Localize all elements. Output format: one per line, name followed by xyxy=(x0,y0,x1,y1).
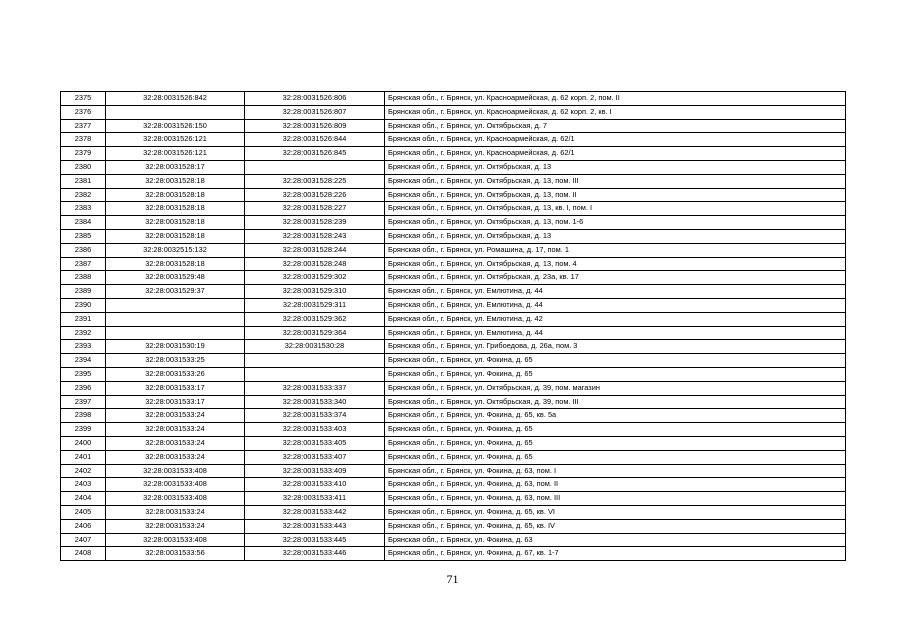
parent-cadastral-number-cell: 32:28:0031533:25 xyxy=(106,354,245,368)
parent-cadastral-number-cell: 32:28:0031528:18 xyxy=(106,174,245,188)
object-cadastral-number-cell: 32:28:0031526:807 xyxy=(245,105,385,119)
row-number-cell: 2375 xyxy=(61,92,106,106)
parent-cadastral-number-cell xyxy=(106,105,245,119)
object-cadastral-number-cell: 32:28:0031526:844 xyxy=(245,133,385,147)
object-cadastral-number-cell: 32:28:0031533:410 xyxy=(245,478,385,492)
table-row xyxy=(61,409,846,423)
address-cell: Брянская обл., г. Брянск, ул. Фокина, д. 67, кв. 1-7 xyxy=(385,547,846,561)
row-number-cell: 2390 xyxy=(61,298,106,312)
row-number-cell: 2387 xyxy=(61,257,106,271)
table-row xyxy=(61,533,846,547)
address-cell: Брянская обл., г. Брянск, ул. Фокина, д. 65 xyxy=(385,354,846,368)
parent-cadastral-number-cell: 32:28:0031529:48 xyxy=(106,271,245,285)
address-cell: Брянская обл., г. Брянск, ул. Фокина, д. 65 xyxy=(385,450,846,464)
row-number-cell: 2389 xyxy=(61,285,106,299)
row-number-cell: 2396 xyxy=(61,381,106,395)
address-cell: Брянская обл., г. Брянск, ул. Красноармейская, д. 62/1 xyxy=(385,133,846,147)
table-row xyxy=(61,464,846,478)
parent-cadastral-number-cell: 32:28:0031529:37 xyxy=(106,285,245,299)
parent-cadastral-number-cell xyxy=(106,326,245,340)
parent-cadastral-number-cell: 32:28:0031533:24 xyxy=(106,450,245,464)
parent-cadastral-number-cell: 32:28:0031533:408 xyxy=(106,492,245,506)
table-row xyxy=(61,312,846,326)
address-cell: Брянская обл., г. Брянск, ул. Октябрьская, д. 13 xyxy=(385,160,846,174)
table-row xyxy=(61,381,846,395)
object-cadastral-number-cell: 32:28:0031533:337 xyxy=(245,381,385,395)
row-number-cell: 2377 xyxy=(61,119,106,133)
table-row xyxy=(61,519,846,533)
table-row xyxy=(61,547,846,561)
row-number-cell: 2382 xyxy=(61,188,106,202)
row-number-cell: 2408 xyxy=(61,547,106,561)
table-row xyxy=(61,147,846,161)
address-cell: Брянская обл., г. Брянск, ул. Красноармейская, д. 62 корп. 2, пом. II xyxy=(385,92,846,106)
address-cell: Брянская обл., г. Брянск, ул. Октябрьская, д. 13, кв. I, пом. I xyxy=(385,202,846,216)
object-cadastral-number-cell: 32:28:0031533:340 xyxy=(245,395,385,409)
address-cell: Брянская обл., г. Брянск, ул. Октябрьская, д. 39, пом. магазин xyxy=(385,381,846,395)
parent-cadastral-number-cell: 32:28:0031528:18 xyxy=(106,188,245,202)
object-cadastral-number-cell: 32:28:0031533:442 xyxy=(245,505,385,519)
address-cell: Брянская обл., г. Брянск, ул. Октябрьская, д. 13 xyxy=(385,229,846,243)
page-number: 71 xyxy=(446,572,459,586)
table-row xyxy=(61,450,846,464)
parent-cadastral-number-cell xyxy=(106,312,245,326)
address-cell: Брянская обл., г. Брянск, ул. Октябрьская, д. 23а, кв. 17 xyxy=(385,271,846,285)
row-number-cell: 2391 xyxy=(61,312,106,326)
parent-cadastral-number-cell: 32:28:0031533:24 xyxy=(106,423,245,437)
object-cadastral-number-cell: 32:28:0031529:364 xyxy=(245,326,385,340)
object-cadastral-number-cell: 32:28:0031528:226 xyxy=(245,188,385,202)
parent-cadastral-number-cell: 32:28:0031533:26 xyxy=(106,367,245,381)
table-row xyxy=(61,174,846,188)
row-number-cell: 2407 xyxy=(61,533,106,547)
table-row xyxy=(61,257,846,271)
address-cell: Брянская обл., г. Брянск, ул. Октябрьская, д. 39, пом. III xyxy=(385,395,846,409)
parent-cadastral-number-cell xyxy=(106,298,245,312)
table-row xyxy=(61,105,846,119)
table-row xyxy=(61,133,846,147)
parent-cadastral-number-cell: 32:28:0031526:150 xyxy=(106,119,245,133)
row-number-cell: 2403 xyxy=(61,478,106,492)
parent-cadastral-number-cell: 32:28:0031533:24 xyxy=(106,436,245,450)
object-cadastral-number-cell: 32:28:0031526:845 xyxy=(245,147,385,161)
address-cell: Брянская обл., г. Брянск, ул. Ромашина, д. 17, пом. 1 xyxy=(385,243,846,257)
row-number-cell: 2400 xyxy=(61,436,106,450)
parent-cadastral-number-cell: 32:28:0031530:19 xyxy=(106,340,245,354)
object-cadastral-number-cell: 32:28:0031533:409 xyxy=(245,464,385,478)
property-registry-table xyxy=(60,91,846,561)
table-row xyxy=(61,505,846,519)
address-cell: Брянская обл., г. Брянск, ул. Грибоедова, д. 26а, пом. 3 xyxy=(385,340,846,354)
parent-cadastral-number-cell: 32:28:0031533:17 xyxy=(106,381,245,395)
table-row xyxy=(61,285,846,299)
object-cadastral-number-cell: 32:28:0031528:248 xyxy=(245,257,385,271)
address-cell: Брянская обл., г. Брянск, ул. Фокина, д. 65 xyxy=(385,367,846,381)
table-row xyxy=(61,436,846,450)
address-cell: Брянская обл., г. Брянск, ул. Октябрьская, д. 13, пом. III xyxy=(385,174,846,188)
object-cadastral-number-cell: 32:28:0031529:310 xyxy=(245,285,385,299)
object-cadastral-number-cell: 32:28:0031533:407 xyxy=(245,450,385,464)
object-cadastral-number-cell: 32:28:0031528:225 xyxy=(245,174,385,188)
object-cadastral-number-cell: 32:28:0031529:362 xyxy=(245,312,385,326)
row-number-cell: 2393 xyxy=(61,340,106,354)
table-row xyxy=(61,354,846,368)
address-cell: Брянская обл., г. Брянск, ул. Емлютина, д. 44 xyxy=(385,285,846,299)
parent-cadastral-number-cell: 32:28:0031533:24 xyxy=(106,505,245,519)
row-number-cell: 2385 xyxy=(61,229,106,243)
address-cell: Брянская обл., г. Брянск, ул. Фокина, д. 65, кв. 5а xyxy=(385,409,846,423)
row-number-cell: 2395 xyxy=(61,367,106,381)
object-cadastral-number-cell: 32:28:0031528:239 xyxy=(245,216,385,230)
row-number-cell: 2397 xyxy=(61,395,106,409)
parent-cadastral-number-cell: 32:28:0031528:18 xyxy=(106,202,245,216)
table-row xyxy=(61,243,846,257)
table-row xyxy=(61,271,846,285)
parent-cadastral-number-cell: 32:28:0031533:56 xyxy=(106,547,245,561)
address-cell: Брянская обл., г. Брянск, ул. Октябрьская, д. 13, пом. II xyxy=(385,188,846,202)
object-cadastral-number-cell: 32:28:0031533:446 xyxy=(245,547,385,561)
object-cadastral-number-cell: 32:28:0031530:28 xyxy=(245,340,385,354)
table-row xyxy=(61,298,846,312)
row-number-cell: 2392 xyxy=(61,326,106,340)
table-row xyxy=(61,216,846,230)
address-cell: Брянская обл., г. Брянск, ул. Октябрьская, д. 13, пом. 4 xyxy=(385,257,846,271)
object-cadastral-number-cell: 32:28:0031528:227 xyxy=(245,202,385,216)
address-cell: Брянская обл., г. Брянск, ул. Фокина, д. 65 xyxy=(385,423,846,437)
table-row xyxy=(61,326,846,340)
object-cadastral-number-cell: 32:28:0031528:244 xyxy=(245,243,385,257)
parent-cadastral-number-cell: 32:28:0031533:17 xyxy=(106,395,245,409)
address-cell: Брянская обл., г. Брянск, ул. Фокина, д. 63, пом. III xyxy=(385,492,846,506)
address-cell: Брянская обл., г. Брянск, ул. Фокина, д. 65, кв. IV xyxy=(385,519,846,533)
table-row xyxy=(61,160,846,174)
address-cell: Брянская обл., г. Брянск, ул. Фокина, д. 65, кв. VI xyxy=(385,505,846,519)
table-row xyxy=(61,202,846,216)
address-cell: Брянская обл., г. Брянск, ул. Фокина, д. 63, пом. I xyxy=(385,464,846,478)
row-number-cell: 2380 xyxy=(61,160,106,174)
object-cadastral-number-cell: 32:28:0031529:302 xyxy=(245,271,385,285)
parent-cadastral-number-cell: 32:28:0031526:121 xyxy=(106,133,245,147)
table-row xyxy=(61,367,846,381)
parent-cadastral-number-cell: 32:28:0031533:24 xyxy=(106,409,245,423)
parent-cadastral-number-cell: 32:28:0031533:408 xyxy=(106,478,245,492)
parent-cadastral-number-cell: 32:28:0031526:842 xyxy=(106,92,245,106)
object-cadastral-number-cell: 32:28:0031533:403 xyxy=(245,423,385,437)
object-cadastral-number-cell: 32:28:0031533:445 xyxy=(245,533,385,547)
object-cadastral-number-cell xyxy=(245,367,385,381)
table-row xyxy=(61,188,846,202)
row-number-cell: 2378 xyxy=(61,133,106,147)
address-cell: Брянская обл., г. Брянск, ул. Фокина, д. 65 xyxy=(385,436,846,450)
row-number-cell: 2386 xyxy=(61,243,106,257)
address-cell: Брянская обл., г. Брянск, ул. Фокина, д. 63 xyxy=(385,533,846,547)
row-number-cell: 2399 xyxy=(61,423,106,437)
address-cell: Брянская обл., г. Брянск, ул. Фокина, д. 63, пом. II xyxy=(385,478,846,492)
parent-cadastral-number-cell: 32:28:0031533:408 xyxy=(106,464,245,478)
object-cadastral-number-cell: 32:28:0031533:411 xyxy=(245,492,385,506)
row-number-cell: 2401 xyxy=(61,450,106,464)
object-cadastral-number-cell: 32:28:0031529:311 xyxy=(245,298,385,312)
object-cadastral-number-cell: 32:28:0031526:809 xyxy=(245,119,385,133)
row-number-cell: 2379 xyxy=(61,147,106,161)
address-cell: Брянская обл., г. Брянск, ул. Емлютина, д. 44 xyxy=(385,298,846,312)
address-cell: Брянская обл., г. Брянск, ул. Красноармейская, д. 62/1 xyxy=(385,147,846,161)
row-number-cell: 2388 xyxy=(61,271,106,285)
address-cell: Брянская обл., г. Брянск, ул. Октябрьская, д. 13, пом. 1-6 xyxy=(385,216,846,230)
row-number-cell: 2381 xyxy=(61,174,106,188)
parent-cadastral-number-cell: 32:28:0031526:121 xyxy=(106,147,245,161)
row-number-cell: 2398 xyxy=(61,409,106,423)
registry-table-body xyxy=(61,92,846,561)
object-cadastral-number-cell: 32:28:0031533:405 xyxy=(245,436,385,450)
table-row xyxy=(61,229,846,243)
row-number-cell: 2405 xyxy=(61,505,106,519)
row-number-cell: 2406 xyxy=(61,519,106,533)
table-row xyxy=(61,423,846,437)
object-cadastral-number-cell: 32:28:0031526:806 xyxy=(245,92,385,106)
parent-cadastral-number-cell: 32:28:0031528:18 xyxy=(106,229,245,243)
parent-cadastral-number-cell: 32:28:0031528:17 xyxy=(106,160,245,174)
parent-cadastral-number-cell: 32:28:0031533:408 xyxy=(106,533,245,547)
parent-cadastral-number-cell: 32:28:0031528:18 xyxy=(106,216,245,230)
table-row xyxy=(61,395,846,409)
parent-cadastral-number-cell: 32:28:0031528:18 xyxy=(106,257,245,271)
row-number-cell: 2384 xyxy=(61,216,106,230)
object-cadastral-number-cell xyxy=(245,354,385,368)
address-cell: Брянская обл., г. Брянск, ул. Красноармейская, д. 62 корп. 2, кв. I xyxy=(385,105,846,119)
object-cadastral-number-cell xyxy=(245,160,385,174)
parent-cadastral-number-cell: 32:28:0032515:132 xyxy=(106,243,245,257)
table-row xyxy=(61,340,846,354)
address-cell: Брянская обл., г. Брянск, ул. Емлютина, д. 42 xyxy=(385,312,846,326)
table-row xyxy=(61,92,846,106)
object-cadastral-number-cell: 32:28:0031533:443 xyxy=(245,519,385,533)
object-cadastral-number-cell: 32:28:0031528:243 xyxy=(245,229,385,243)
row-number-cell: 2404 xyxy=(61,492,106,506)
parent-cadastral-number-cell: 32:28:0031533:24 xyxy=(106,519,245,533)
address-cell: Брянская обл., г. Брянск, ул. Октябрьская, д. 7 xyxy=(385,119,846,133)
row-number-cell: 2394 xyxy=(61,354,106,368)
row-number-cell: 2383 xyxy=(61,202,106,216)
address-cell: Брянская обл., г. Брянск, ул. Емлютина, д. 44 xyxy=(385,326,846,340)
row-number-cell: 2402 xyxy=(61,464,106,478)
row-number-cell: 2376 xyxy=(61,105,106,119)
table-row xyxy=(61,478,846,492)
object-cadastral-number-cell: 32:28:0031533:374 xyxy=(245,409,385,423)
table-row xyxy=(61,119,846,133)
table-row xyxy=(61,492,846,506)
